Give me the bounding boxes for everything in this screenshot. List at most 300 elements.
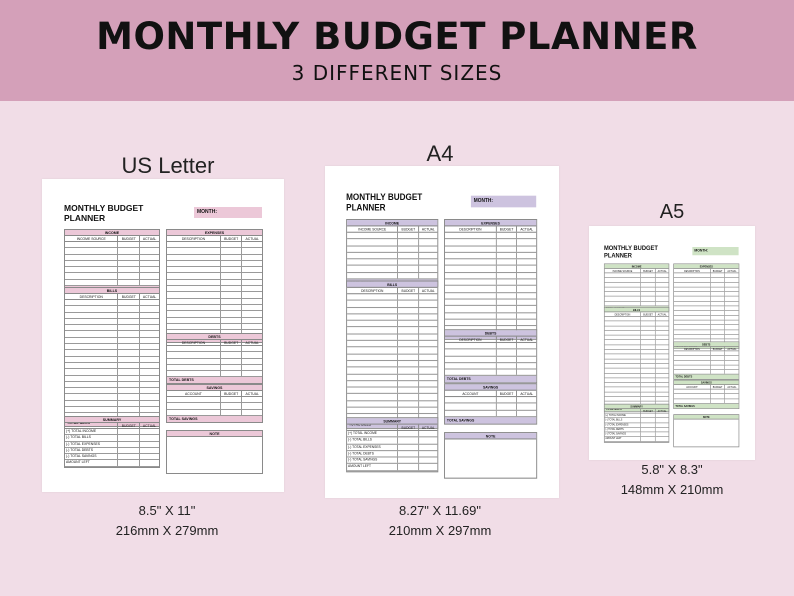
table-cell[interactable] bbox=[605, 345, 641, 349]
table-cell[interactable] bbox=[397, 246, 418, 252]
table-cell[interactable] bbox=[640, 278, 655, 282]
table-cell[interactable] bbox=[418, 308, 437, 314]
table-cell[interactable] bbox=[241, 359, 262, 364]
table-cell[interactable] bbox=[117, 331, 139, 336]
table-cell[interactable] bbox=[516, 410, 536, 416]
summary-budget-cell[interactable] bbox=[640, 414, 655, 418]
table-cell[interactable] bbox=[397, 361, 418, 367]
table-cell[interactable] bbox=[496, 356, 517, 362]
table-cell[interactable] bbox=[397, 239, 418, 245]
note-area[interactable] bbox=[674, 420, 739, 447]
table-cell[interactable] bbox=[167, 365, 220, 370]
table-row[interactable] bbox=[347, 294, 437, 301]
table-cell[interactable] bbox=[710, 335, 725, 339]
table-cell[interactable] bbox=[65, 325, 117, 330]
table-cell[interactable] bbox=[496, 253, 517, 259]
table-cell[interactable] bbox=[605, 278, 641, 282]
summary-budget-cell[interactable] bbox=[397, 438, 418, 444]
table-cell[interactable] bbox=[655, 317, 668, 321]
table-cell[interactable] bbox=[445, 370, 496, 376]
table-cell[interactable] bbox=[516, 397, 536, 403]
table-cell[interactable] bbox=[139, 280, 159, 285]
table-cell[interactable] bbox=[655, 369, 668, 373]
table-cell[interactable] bbox=[241, 324, 262, 329]
table-cell[interactable] bbox=[167, 261, 220, 266]
table-cell[interactable] bbox=[640, 373, 655, 377]
table-cell[interactable] bbox=[65, 382, 117, 387]
table-row[interactable] bbox=[347, 266, 437, 273]
summary-actual-cell[interactable] bbox=[418, 444, 437, 450]
table-cell[interactable] bbox=[710, 320, 725, 324]
table-cell[interactable] bbox=[710, 365, 725, 369]
table-cell[interactable] bbox=[674, 325, 710, 329]
table-cell[interactable] bbox=[710, 302, 725, 306]
summary-actual-cell[interactable] bbox=[418, 464, 437, 470]
table-cell[interactable] bbox=[655, 378, 668, 382]
summary-budget-cell[interactable] bbox=[640, 428, 655, 432]
table-cell[interactable] bbox=[397, 301, 418, 307]
table-cell[interactable] bbox=[674, 297, 710, 301]
table-cell[interactable] bbox=[167, 352, 220, 357]
table-row[interactable] bbox=[347, 348, 437, 355]
table-cell[interactable] bbox=[65, 273, 117, 278]
table-cell[interactable] bbox=[347, 314, 397, 320]
table-cell[interactable] bbox=[418, 388, 437, 394]
table-cell[interactable] bbox=[605, 302, 641, 306]
note-area[interactable] bbox=[445, 439, 536, 477]
table-row[interactable] bbox=[445, 286, 536, 293]
summary-actual-cell[interactable] bbox=[139, 429, 159, 434]
table-cell[interactable] bbox=[655, 350, 668, 354]
table-cell[interactable] bbox=[445, 363, 496, 369]
table-cell[interactable] bbox=[674, 399, 710, 403]
table-row[interactable] bbox=[445, 343, 536, 350]
table-cell[interactable] bbox=[655, 283, 668, 287]
table-cell[interactable] bbox=[397, 394, 418, 400]
table-cell[interactable] bbox=[725, 390, 739, 394]
table-cell[interactable] bbox=[710, 273, 725, 277]
table-cell[interactable] bbox=[397, 233, 418, 239]
table-cell[interactable] bbox=[725, 297, 739, 301]
table-cell[interactable] bbox=[418, 239, 437, 245]
table-cell[interactable] bbox=[640, 355, 655, 359]
table-row[interactable] bbox=[347, 341, 437, 348]
table-cell[interactable] bbox=[117, 407, 139, 412]
table-cell[interactable] bbox=[397, 381, 418, 387]
table-cell[interactable] bbox=[710, 297, 725, 301]
summary-budget-cell[interactable] bbox=[640, 437, 655, 441]
table-cell[interactable] bbox=[347, 394, 397, 400]
table-cell[interactable] bbox=[220, 324, 242, 329]
table-cell[interactable] bbox=[496, 363, 517, 369]
table-cell[interactable] bbox=[655, 273, 668, 277]
table-cell[interactable] bbox=[397, 314, 418, 320]
summary-budget-cell[interactable] bbox=[640, 432, 655, 436]
table-cell[interactable] bbox=[139, 261, 159, 266]
table-cell[interactable] bbox=[516, 356, 536, 362]
table-cell[interactable] bbox=[167, 305, 220, 310]
table-cell[interactable] bbox=[605, 326, 641, 330]
table-cell[interactable] bbox=[640, 359, 655, 363]
table-cell[interactable] bbox=[516, 286, 536, 292]
summary-actual-cell[interactable] bbox=[655, 418, 668, 422]
table-row[interactable] bbox=[347, 354, 437, 361]
table-cell[interactable] bbox=[418, 259, 437, 265]
table-cell[interactable] bbox=[605, 273, 641, 277]
table-cell[interactable] bbox=[516, 273, 536, 279]
table-cell[interactable] bbox=[710, 351, 725, 355]
table-cell[interactable] bbox=[674, 365, 710, 369]
table-cell[interactable] bbox=[674, 361, 710, 365]
table-cell[interactable] bbox=[117, 306, 139, 311]
table-cell[interactable] bbox=[655, 292, 668, 296]
table-cell[interactable] bbox=[241, 311, 262, 316]
table-cell[interactable] bbox=[640, 317, 655, 321]
table-cell[interactable] bbox=[347, 401, 397, 407]
table-cell[interactable] bbox=[220, 273, 242, 278]
table-cell[interactable] bbox=[725, 361, 739, 365]
table-cell[interactable] bbox=[117, 280, 139, 285]
table-cell[interactable] bbox=[220, 261, 242, 266]
table-cell[interactable] bbox=[397, 321, 418, 327]
table-cell[interactable] bbox=[117, 350, 139, 355]
table-cell[interactable] bbox=[220, 292, 242, 297]
table-cell[interactable] bbox=[418, 394, 437, 400]
table-cell[interactable] bbox=[220, 403, 242, 408]
table-cell[interactable] bbox=[117, 388, 139, 393]
table-cell[interactable] bbox=[139, 363, 159, 368]
table-cell[interactable] bbox=[65, 350, 117, 355]
table-cell[interactable] bbox=[347, 294, 397, 300]
table-cell[interactable] bbox=[516, 233, 536, 239]
summary-budget-cell[interactable] bbox=[640, 423, 655, 427]
summary-budget-cell[interactable] bbox=[397, 458, 418, 464]
table-row[interactable] bbox=[167, 371, 262, 377]
table-cell[interactable] bbox=[655, 287, 668, 291]
table-row[interactable] bbox=[347, 321, 437, 328]
table-cell[interactable] bbox=[117, 363, 139, 368]
table-cell[interactable] bbox=[65, 267, 117, 272]
summary-actual-cell[interactable] bbox=[655, 428, 668, 432]
summary-budget-cell[interactable] bbox=[117, 442, 139, 447]
table-cell[interactable] bbox=[139, 319, 159, 324]
summary-actual-cell[interactable] bbox=[418, 451, 437, 457]
table-cell[interactable] bbox=[655, 373, 668, 377]
table-cell[interactable] bbox=[710, 390, 725, 394]
table-cell[interactable] bbox=[640, 392, 655, 396]
table-cell[interactable] bbox=[605, 350, 641, 354]
table-cell[interactable] bbox=[605, 321, 641, 325]
table-cell[interactable] bbox=[710, 394, 725, 398]
table-cell[interactable] bbox=[516, 239, 536, 245]
table-cell[interactable] bbox=[418, 273, 437, 279]
table-cell[interactable] bbox=[605, 336, 641, 340]
table-cell[interactable] bbox=[710, 370, 725, 374]
table-cell[interactable] bbox=[725, 306, 739, 310]
table-cell[interactable] bbox=[725, 311, 739, 315]
table-cell[interactable] bbox=[139, 344, 159, 349]
table-row[interactable] bbox=[347, 233, 437, 240]
table-row[interactable] bbox=[445, 363, 536, 370]
table-row[interactable] bbox=[347, 408, 437, 415]
table-cell[interactable] bbox=[445, 246, 496, 252]
table-cell[interactable] bbox=[117, 394, 139, 399]
table-cell[interactable] bbox=[65, 344, 117, 349]
table-cell[interactable] bbox=[397, 368, 418, 374]
table-cell[interactable] bbox=[167, 371, 220, 376]
table-cell[interactable] bbox=[241, 267, 262, 272]
table-cell[interactable] bbox=[725, 320, 739, 324]
table-cell[interactable] bbox=[347, 273, 397, 279]
table-cell[interactable] bbox=[725, 278, 739, 282]
table-cell[interactable] bbox=[117, 357, 139, 362]
table-cell[interactable] bbox=[605, 340, 641, 344]
table-cell[interactable] bbox=[167, 324, 220, 329]
table-cell[interactable] bbox=[445, 259, 496, 265]
table-cell[interactable] bbox=[65, 319, 117, 324]
table-cell[interactable] bbox=[65, 363, 117, 368]
table-cell[interactable] bbox=[220, 242, 242, 247]
table-cell[interactable] bbox=[220, 359, 242, 364]
table-cell[interactable] bbox=[347, 253, 397, 259]
table-cell[interactable] bbox=[241, 242, 262, 247]
table-cell[interactable] bbox=[496, 313, 517, 319]
table-cell[interactable] bbox=[117, 369, 139, 374]
table-cell[interactable] bbox=[397, 308, 418, 314]
table-cell[interactable] bbox=[418, 253, 437, 259]
table-cell[interactable] bbox=[139, 394, 159, 399]
table-cell[interactable] bbox=[655, 321, 668, 325]
summary-budget-cell[interactable] bbox=[397, 431, 418, 437]
table-cell[interactable] bbox=[605, 317, 641, 321]
summary-budget-cell[interactable] bbox=[117, 454, 139, 459]
table-cell[interactable] bbox=[220, 267, 242, 272]
table-cell[interactable] bbox=[725, 365, 739, 369]
summary-budget-cell[interactable] bbox=[397, 444, 418, 450]
table-cell[interactable] bbox=[710, 399, 725, 403]
table-row[interactable] bbox=[445, 266, 536, 273]
table-cell[interactable] bbox=[167, 292, 220, 297]
table-cell[interactable] bbox=[516, 266, 536, 272]
table-cell[interactable] bbox=[445, 306, 496, 312]
table-row[interactable] bbox=[445, 293, 536, 300]
table-cell[interactable] bbox=[167, 280, 220, 285]
table-cell[interactable] bbox=[65, 338, 117, 343]
table-cell[interactable] bbox=[640, 297, 655, 301]
table-cell[interactable] bbox=[640, 397, 655, 401]
table-cell[interactable] bbox=[167, 299, 220, 304]
table-cell[interactable] bbox=[167, 346, 220, 351]
table-cell[interactable] bbox=[725, 394, 739, 398]
table-cell[interactable] bbox=[65, 313, 117, 318]
table-cell[interactable] bbox=[655, 392, 668, 396]
table-cell[interactable] bbox=[725, 287, 739, 291]
table-cell[interactable] bbox=[241, 299, 262, 304]
table-cell[interactable] bbox=[674, 283, 710, 287]
summary-actual-cell[interactable] bbox=[655, 423, 668, 427]
table-cell[interactable] bbox=[347, 308, 397, 314]
table-cell[interactable] bbox=[445, 293, 496, 299]
table-cell[interactable] bbox=[710, 316, 725, 320]
table-row[interactable] bbox=[445, 410, 536, 417]
table-cell[interactable] bbox=[640, 369, 655, 373]
table-cell[interactable] bbox=[674, 316, 710, 320]
table-cell[interactable] bbox=[220, 305, 242, 310]
table-row[interactable] bbox=[445, 350, 536, 357]
table-cell[interactable] bbox=[139, 357, 159, 362]
table-cell[interactable] bbox=[605, 373, 641, 377]
table-cell[interactable] bbox=[418, 348, 437, 354]
table-cell[interactable] bbox=[117, 273, 139, 278]
table-row[interactable] bbox=[347, 246, 437, 253]
table-cell[interactable] bbox=[220, 255, 242, 260]
table-cell[interactable] bbox=[605, 392, 641, 396]
table-cell[interactable] bbox=[139, 382, 159, 387]
table-cell[interactable] bbox=[241, 352, 262, 357]
table-cell[interactable] bbox=[655, 364, 668, 368]
table-cell[interactable] bbox=[418, 361, 437, 367]
table-cell[interactable] bbox=[445, 266, 496, 272]
table-cell[interactable] bbox=[241, 410, 262, 415]
table-cell[interactable] bbox=[65, 306, 117, 311]
table-cell[interactable] bbox=[139, 248, 159, 253]
table-cell[interactable] bbox=[674, 370, 710, 374]
table-cell[interactable] bbox=[397, 401, 418, 407]
table-cell[interactable] bbox=[516, 404, 536, 410]
table-row[interactable] bbox=[445, 397, 536, 404]
table-cell[interactable] bbox=[241, 346, 262, 351]
table-cell[interactable] bbox=[65, 394, 117, 399]
table-cell[interactable] bbox=[65, 255, 117, 260]
table-cell[interactable] bbox=[640, 383, 655, 387]
table-cell[interactable] bbox=[674, 287, 710, 291]
summary-actual-cell[interactable] bbox=[139, 460, 159, 465]
table-cell[interactable] bbox=[640, 292, 655, 296]
table-row[interactable] bbox=[347, 368, 437, 375]
summary-actual-cell[interactable] bbox=[655, 414, 668, 418]
table-cell[interactable] bbox=[347, 301, 397, 307]
table-cell[interactable] bbox=[605, 388, 641, 392]
table-cell[interactable] bbox=[445, 313, 496, 319]
table-cell[interactable] bbox=[674, 320, 710, 324]
table-cell[interactable] bbox=[241, 305, 262, 310]
table-cell[interactable] bbox=[655, 326, 668, 330]
summary-actual-cell[interactable] bbox=[655, 437, 668, 441]
table-cell[interactable] bbox=[445, 253, 496, 259]
table-cell[interactable] bbox=[418, 368, 437, 374]
summary-actual-cell[interactable] bbox=[139, 448, 159, 453]
table-cell[interactable] bbox=[167, 359, 220, 364]
table-cell[interactable] bbox=[241, 286, 262, 291]
table-cell[interactable] bbox=[139, 267, 159, 272]
table-cell[interactable] bbox=[725, 351, 739, 355]
table-cell[interactable] bbox=[605, 364, 641, 368]
table-cell[interactable] bbox=[347, 354, 397, 360]
table-cell[interactable] bbox=[496, 233, 517, 239]
table-row[interactable] bbox=[445, 313, 536, 320]
table-row[interactable] bbox=[445, 280, 536, 287]
table-cell[interactable] bbox=[496, 320, 517, 326]
table-cell[interactable] bbox=[418, 314, 437, 320]
table-cell[interactable] bbox=[725, 273, 739, 277]
table-cell[interactable] bbox=[655, 383, 668, 387]
table-cell[interactable] bbox=[710, 287, 725, 291]
table-cell[interactable] bbox=[65, 369, 117, 374]
table-cell[interactable] bbox=[347, 233, 397, 239]
table-cell[interactable] bbox=[516, 306, 536, 312]
table-cell[interactable] bbox=[418, 294, 437, 300]
table-cell[interactable] bbox=[725, 292, 739, 296]
table-cell[interactable] bbox=[445, 286, 496, 292]
table-cell[interactable] bbox=[516, 370, 536, 376]
table-cell[interactable] bbox=[725, 316, 739, 320]
table-cell[interactable] bbox=[418, 246, 437, 252]
table-cell[interactable] bbox=[496, 246, 517, 252]
table-cell[interactable] bbox=[674, 273, 710, 277]
table-cell[interactable] bbox=[445, 404, 496, 410]
table-cell[interactable] bbox=[418, 381, 437, 387]
table-cell[interactable] bbox=[347, 334, 397, 340]
table-row[interactable] bbox=[445, 356, 536, 363]
table-cell[interactable] bbox=[516, 253, 536, 259]
table-cell[interactable] bbox=[496, 273, 517, 279]
table-cell[interactable] bbox=[117, 319, 139, 324]
table-cell[interactable] bbox=[418, 408, 437, 414]
table-cell[interactable] bbox=[65, 261, 117, 266]
summary-budget-cell[interactable] bbox=[117, 448, 139, 453]
table-cell[interactable] bbox=[418, 341, 437, 347]
table-row[interactable] bbox=[347, 253, 437, 260]
table-cell[interactable] bbox=[397, 408, 418, 414]
table-row[interactable] bbox=[445, 253, 536, 260]
table-cell[interactable] bbox=[418, 266, 437, 272]
table-cell[interactable] bbox=[139, 325, 159, 330]
table-cell[interactable] bbox=[241, 261, 262, 266]
table-cell[interactable] bbox=[605, 283, 641, 287]
table-cell[interactable] bbox=[655, 345, 668, 349]
table-cell[interactable] bbox=[710, 292, 725, 296]
table-cell[interactable] bbox=[220, 410, 242, 415]
table-cell[interactable] bbox=[710, 278, 725, 282]
table-cell[interactable] bbox=[241, 280, 262, 285]
table-cell[interactable] bbox=[674, 330, 710, 334]
table-row[interactable] bbox=[347, 381, 437, 388]
table-cell[interactable] bbox=[640, 326, 655, 330]
table-cell[interactable] bbox=[640, 321, 655, 325]
table-cell[interactable] bbox=[117, 401, 139, 406]
table-cell[interactable] bbox=[445, 300, 496, 306]
table-cell[interactable] bbox=[139, 255, 159, 260]
table-cell[interactable] bbox=[397, 294, 418, 300]
month-field[interactable]: MONTH: bbox=[471, 196, 536, 208]
table-cell[interactable] bbox=[347, 381, 397, 387]
table-cell[interactable] bbox=[516, 259, 536, 265]
table-cell[interactable] bbox=[640, 283, 655, 287]
table-cell[interactable] bbox=[674, 292, 710, 296]
summary-actual-cell[interactable] bbox=[418, 431, 437, 437]
summary-budget-cell[interactable] bbox=[397, 451, 418, 457]
table-cell[interactable] bbox=[347, 388, 397, 394]
table-cell[interactable] bbox=[640, 287, 655, 291]
table-cell[interactable] bbox=[117, 248, 139, 253]
table-cell[interactable] bbox=[167, 286, 220, 291]
month-field[interactable]: MONTH: bbox=[692, 247, 738, 255]
table-cell[interactable] bbox=[220, 365, 242, 370]
table-cell[interactable] bbox=[241, 403, 262, 408]
table-cell[interactable] bbox=[516, 343, 536, 349]
table-cell[interactable] bbox=[710, 356, 725, 360]
table-cell[interactable] bbox=[117, 325, 139, 330]
